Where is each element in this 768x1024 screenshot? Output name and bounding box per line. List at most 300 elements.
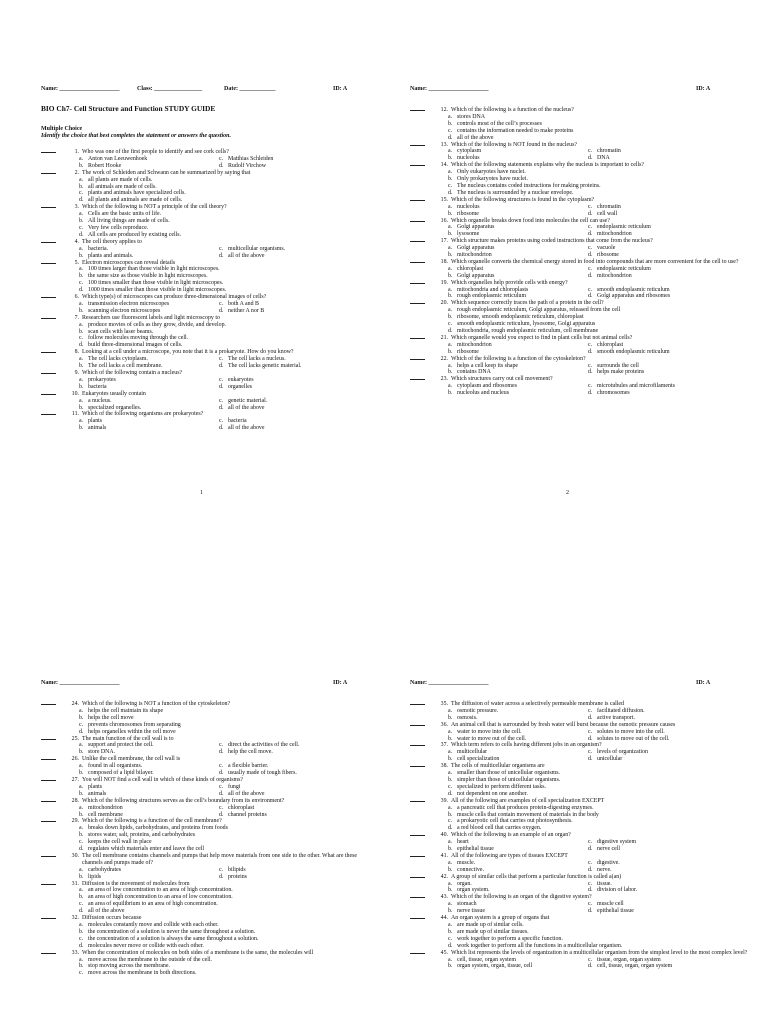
choice-text: are made up of similar tissues. (457, 928, 529, 935)
answer-choice (588, 736, 764, 743)
answer-choice (588, 266, 764, 273)
choice-text: nucleolus (457, 203, 480, 210)
answer-choice (448, 245, 588, 252)
choice-text: nucleolus (457, 155, 480, 162)
choice-letter: a. (79, 356, 84, 363)
answer-blank[interactable] (410, 165, 425, 166)
answer-blank[interactable] (41, 414, 56, 415)
choice-text: multicellular organisms. (228, 245, 286, 252)
answer-blank[interactable] (41, 821, 56, 822)
choice-text: organ system, organ, tissue, cell (457, 963, 533, 970)
question-number: 42. (440, 873, 448, 880)
question-text: When the concentration of molecules on both sides of a membrane is the same, the molecules will (82, 949, 314, 956)
answer-choice (588, 383, 764, 390)
choice-letter: a. (448, 707, 453, 714)
answer-choice (448, 252, 588, 259)
choice-letter: b. (79, 328, 84, 335)
question-text: Electron microscopes can reveal details (82, 259, 176, 266)
choice-letter: a. (79, 211, 84, 218)
answer-blank[interactable] (410, 745, 425, 746)
question-item (41, 736, 374, 757)
name-field[interactable]: Name: ____________________ (41, 680, 120, 686)
page-number: 1 (200, 490, 203, 496)
choice-letter: a. (79, 376, 84, 383)
answer-choice (79, 280, 374, 287)
answer-choice (588, 369, 764, 376)
class-field[interactable]: Class: ________________ (137, 86, 203, 92)
answer-choice (79, 398, 219, 405)
choice-text: all plants and animals are made of cells. (88, 197, 183, 204)
answer-choice (79, 356, 219, 363)
choice-text: helps make proteins (597, 369, 645, 376)
answer-choice (588, 211, 764, 218)
answer-blank[interactable] (41, 394, 56, 395)
question-text: Which structure makes proteins using coded instructions that come from the nucleus? (451, 238, 653, 245)
choice-text: support and protect the cell. (88, 742, 154, 749)
question-text: Which of the following structures is found in the cytoplasm? (451, 196, 595, 203)
answer-choices (67, 418, 374, 432)
choice-letter: a. (448, 859, 453, 866)
name-field[interactable]: Name: ____________________ (41, 86, 120, 92)
choice-text: mitochondrion (457, 252, 492, 259)
answer-blank[interactable] (410, 110, 425, 111)
answer-choice (448, 183, 764, 190)
question-number: 39. (440, 797, 448, 804)
choice-letter: d. (588, 735, 593, 742)
name-field[interactable]: Name: ____________________ (410, 680, 489, 686)
answer-choice (448, 121, 764, 128)
question-stem (436, 197, 764, 204)
question-stem (436, 798, 764, 805)
choice-letter: a. (448, 286, 453, 293)
question-item (41, 260, 374, 295)
answer-choice (219, 384, 374, 391)
question-item (410, 300, 764, 335)
answer-choice (448, 729, 588, 736)
answer-choice (79, 425, 219, 432)
question-text: Which organelle converts the chemical energy stored in food into compounds that are more convenient for the cell to use? (451, 258, 739, 265)
answer-choice (448, 922, 764, 929)
answer-blank[interactable] (410, 241, 425, 242)
answer-blank[interactable] (410, 145, 425, 146)
answer-choices (436, 805, 764, 833)
choice-text: Golgi apparatus (457, 245, 495, 252)
choice-letter: a. (448, 362, 453, 369)
choice-text: mitochondrion (597, 272, 632, 279)
question-stem (67, 915, 374, 922)
choice-letter: b. (79, 162, 84, 169)
question-item (410, 894, 764, 915)
question-number: 16. (440, 217, 448, 224)
question-text: Which of the following is an organ of the digestive system? (451, 894, 592, 901)
answer-blank[interactable] (410, 856, 425, 857)
question-number: 40. (440, 832, 448, 839)
answer-choices (436, 204, 764, 218)
answer-choice (79, 805, 219, 812)
choice-text: facilitated diffusion. (597, 707, 645, 714)
choice-text: simpler than those of unicellular organisms. (457, 776, 561, 783)
choice-text: help the cell move. (228, 749, 273, 756)
answer-choice (448, 390, 588, 397)
answer-choice (79, 322, 374, 329)
choice-text: surrounds the cell (597, 362, 639, 369)
question-number: 25. (71, 735, 79, 742)
choice-text: stores water, salt, proteins, and carbohydrates (88, 832, 196, 839)
choice-letter: a. (448, 880, 453, 887)
choice-text: chromosomes (597, 390, 630, 397)
choice-letter: d. (588, 390, 593, 397)
answer-blank[interactable] (410, 725, 425, 726)
answer-choice (79, 377, 219, 384)
answer-choice (79, 363, 219, 370)
choice-text: move across the membrane to the outside of the cell. (88, 956, 212, 963)
answer-choice (79, 266, 374, 273)
answer-choice (448, 176, 764, 183)
answer-blank[interactable] (410, 379, 425, 380)
choice-letter: a. (448, 956, 453, 963)
question-text: Which organelle would you expect to find in plant cells but not animal cells? (451, 334, 633, 341)
answer-blank[interactable] (41, 263, 56, 264)
choice-letter: a. (448, 307, 453, 314)
choice-letter: d. (79, 846, 84, 853)
name-field[interactable]: Name: ____________________ (410, 86, 489, 92)
answer-choice (219, 770, 374, 777)
question-text: Which of the following is a function of the nucleus? (451, 107, 574, 113)
mc-heading: Multiple Choice (41, 126, 83, 132)
choice-text: regulates which materials enter and leave the cell (88, 846, 204, 853)
answer-blank[interactable] (410, 801, 425, 802)
choice-text: found in all organisms. (88, 763, 143, 770)
choice-text: nerve tissue (457, 908, 485, 915)
choice-text: 100 times smaller than those visible in light microscopes. (88, 280, 224, 287)
choice-text: follow molecules moving through the cell. (88, 335, 189, 342)
answer-choice (448, 818, 764, 825)
choice-letter: d. (588, 908, 593, 915)
question-text: A group of similar cells that perform a particular function is called a(an) (451, 873, 622, 880)
answer-blank[interactable] (410, 359, 425, 360)
answer-choices (67, 398, 374, 412)
answer-blank[interactable] (41, 297, 56, 298)
question-item (41, 294, 374, 315)
choice-text: All living things are made of cells. (88, 218, 170, 225)
question-text: Eukaryotes usually contain (82, 390, 146, 397)
answer-choice (79, 825, 374, 832)
answer-choice (219, 308, 374, 315)
answer-choices (67, 211, 374, 239)
choice-letter: d. (219, 162, 224, 169)
question-stem (67, 260, 374, 267)
question-stem (436, 722, 764, 729)
choice-text: The cell lacks a cell membrane. (88, 363, 163, 370)
question-text: Which of the following is a function of the cell membrane? (82, 818, 222, 825)
answer-choices (436, 245, 764, 259)
answer-choice (448, 860, 588, 867)
question-item (41, 391, 374, 412)
answer-choice (448, 204, 588, 211)
answer-choice (79, 729, 374, 736)
choice-letter: c. (588, 341, 593, 348)
question-text: Which type(s) of microscopes can produce three-dimensional images of cells? (82, 294, 267, 301)
choice-text: are made up of similar cells. (457, 922, 524, 928)
choice-text: mitochondrion (88, 804, 123, 811)
choice-text: vacuole (597, 245, 616, 252)
answer-choices (67, 805, 374, 819)
answer-choice (79, 301, 219, 308)
page-title: BIO Ch7- Cell Structure and Function STUDY GUIDE (41, 104, 216, 113)
choice-text: the concentration of a solution is never the same throughout a solution. (88, 928, 256, 935)
choice-letter: c. (219, 783, 224, 790)
question-stem (67, 391, 374, 398)
choice-letter: a. (79, 804, 84, 811)
choice-text: The cell lacks cytoplasm. (88, 356, 148, 363)
answer-choices (436, 901, 764, 915)
answer-blank[interactable] (41, 918, 56, 919)
question-stem (67, 853, 374, 867)
question-stem (67, 777, 374, 784)
question-text: Which term refers to cells having different jobs in an organism? (451, 742, 602, 749)
question-stem (67, 950, 374, 957)
question-number: 21. (440, 334, 448, 341)
choice-text: cytoplasm and ribosomes (457, 383, 517, 390)
answer-choice (79, 846, 374, 853)
choice-letter: a. (79, 321, 84, 328)
choice-letter: a. (448, 169, 453, 176)
question-item (41, 315, 374, 350)
choice-text: keeps the cell wall in place (88, 839, 152, 846)
question-item (410, 238, 764, 259)
choice-text: water to move into the cell. (457, 728, 522, 735)
choice-text: an area of equilibrium to an area of high concentration. (88, 901, 218, 908)
answer-blank[interactable] (410, 766, 425, 767)
choice-letter: a. (79, 418, 84, 425)
choice-letter: c. (588, 901, 593, 908)
choice-text: transmission electron microscopes (88, 300, 170, 307)
choice-text: cell membrane (88, 811, 123, 818)
choice-letter: c. (588, 728, 593, 735)
choice-text: a pancreatic cell that produces protein-digesting enzymes. (457, 804, 594, 811)
choice-text: a flexible barrier. (228, 763, 269, 770)
choice-text: neither A nor B (228, 307, 265, 314)
question-number: 30. (71, 852, 79, 859)
choice-letter: b. (448, 887, 453, 894)
question-number: 28. (71, 797, 79, 804)
choice-letter: b. (79, 714, 84, 721)
question-stem (436, 894, 764, 901)
answer-choice (219, 405, 374, 412)
choice-text: helps the cell maintain its shape (88, 707, 164, 714)
choice-letter: d. (588, 756, 593, 763)
answer-blank[interactable] (41, 780, 56, 781)
answer-choice (79, 722, 374, 729)
answer-blank[interactable] (410, 200, 425, 201)
choice-letter: c. (79, 190, 84, 197)
answer-choice (448, 708, 588, 715)
answer-blank[interactable] (410, 262, 425, 263)
question-item (410, 335, 764, 356)
answer-blank[interactable] (41, 704, 56, 705)
question-item (410, 162, 764, 197)
choice-letter: a. (448, 203, 453, 210)
choice-letter: d. (219, 790, 224, 797)
question-text: Which list represents the levels of organization in a multicellular organism from the simplest level to the most complex level? (451, 949, 748, 956)
choice-letter: c. (448, 182, 453, 189)
answer-blank[interactable] (41, 207, 56, 208)
choice-letter: d. (588, 210, 593, 217)
choice-text: Only prokaryotes have nuclei. (457, 176, 528, 183)
choice-letter: c. (219, 397, 224, 404)
answer-choices (436, 363, 764, 377)
choice-text: solutes to move into the cell. (597, 728, 665, 735)
answer-choice (448, 749, 588, 756)
answer-choices (436, 729, 764, 743)
choice-letter: b. (79, 218, 84, 225)
choice-letter: b. (448, 348, 453, 355)
choice-letter: a. (448, 383, 453, 390)
answer-choices (436, 708, 764, 722)
answer-blank[interactable] (41, 801, 56, 802)
question-item (41, 149, 374, 170)
question-item (410, 376, 764, 397)
answer-choice (448, 273, 588, 280)
answer-blank[interactable] (41, 953, 56, 954)
answer-blank[interactable] (410, 283, 425, 284)
question-number: 38. (440, 763, 448, 770)
choice-letter: b. (79, 383, 84, 390)
answer-blank[interactable] (410, 897, 425, 898)
answer-choice (79, 929, 374, 936)
answer-blank[interactable] (41, 884, 56, 885)
answer-blank[interactable] (41, 739, 56, 740)
answer-blank[interactable] (41, 352, 56, 353)
answer-choice (219, 301, 374, 308)
question-item (410, 107, 764, 142)
answer-blank[interactable] (410, 704, 425, 705)
choice-letter: b. (79, 894, 84, 901)
choice-letter: c. (79, 935, 84, 942)
choice-letter: b. (448, 735, 453, 742)
question-text: The cells of multicellular organisms are (451, 763, 545, 770)
choice-letter: d. (588, 272, 593, 279)
choice-text: plants (88, 418, 103, 425)
choice-letter: d. (79, 197, 84, 204)
question-item (41, 798, 374, 819)
answer-choice (588, 887, 764, 894)
choice-letter: d. (448, 942, 453, 949)
choice-letter: b. (79, 873, 84, 880)
choice-letter: b. (448, 120, 453, 127)
answer-blank[interactable] (410, 953, 425, 954)
question-text: The work of Schleiden and Schwann can be summarized by saying that (82, 169, 251, 176)
answer-blank[interactable] (410, 877, 425, 878)
choice-text: osmosis. (457, 714, 478, 721)
question-item (41, 853, 374, 881)
answer-blank[interactable] (41, 173, 56, 174)
question-stem (67, 701, 374, 708)
answer-choice (448, 114, 764, 121)
question-number: 41. (440, 852, 448, 859)
answer-blank[interactable] (41, 242, 56, 243)
question-stem (67, 239, 374, 246)
choice-text: work together to perform all the functions in a multicellular organism. (457, 942, 623, 949)
answer-choice (79, 742, 219, 749)
choice-text: organ. (457, 880, 472, 887)
choice-text: The nucleus contains coded instructions for making proteins. (457, 182, 601, 189)
answer-blank[interactable] (41, 373, 56, 374)
question-stem (67, 315, 374, 322)
answer-choice (79, 308, 219, 315)
answer-choice (448, 148, 588, 155)
question-item (410, 832, 764, 853)
answer-blank[interactable] (410, 835, 425, 836)
answer-choice (79, 715, 374, 722)
choice-text: proteins (228, 873, 247, 880)
answer-blank[interactable] (410, 918, 425, 919)
choice-text: specialized to perform different tasks. (457, 783, 547, 790)
choice-text: levels of organization (597, 749, 648, 756)
answer-blank[interactable] (41, 152, 56, 153)
answer-choice (588, 287, 764, 294)
question-number: 8. (74, 349, 79, 356)
answer-blank[interactable] (41, 318, 56, 319)
question-stem (67, 798, 374, 805)
student-header (410, 86, 764, 94)
choice-letter: b. (448, 210, 453, 217)
choice-letter: b. (448, 176, 453, 183)
answer-choice (79, 163, 219, 170)
question-text: You will NOT find a cell wall in which of these kinds of organisms? (82, 776, 243, 783)
choice-text: heart (457, 839, 469, 846)
choice-text: connective. (457, 866, 484, 873)
question-text: Diffusion is the movement of molecules from (82, 880, 190, 887)
question-number: 31. (71, 880, 79, 887)
choice-letter: a. (448, 265, 453, 272)
question-stem (67, 411, 374, 418)
answer-blank[interactable] (41, 759, 56, 760)
choice-text: cell wall (597, 210, 618, 217)
answer-blank[interactable] (410, 221, 425, 222)
choice-letter: c. (448, 783, 453, 790)
answer-blank[interactable] (41, 856, 56, 857)
question-text: Which of the following is NOT a principle of the cell theory? (82, 204, 227, 211)
choice-text: bilipids (228, 866, 246, 873)
answer-choice (588, 867, 764, 874)
answer-choice (79, 963, 374, 970)
answer-blank[interactable] (410, 338, 425, 339)
date-field[interactable]: Date: ____________ (224, 86, 276, 92)
answer-choice (79, 832, 374, 839)
id-label: ID: A (333, 680, 348, 686)
answer-blank[interactable] (410, 303, 425, 304)
question-text: The cell theory applies to (82, 238, 142, 245)
choice-letter: c. (588, 859, 593, 866)
choice-text: mitochondrion (457, 341, 492, 348)
answer-choice (588, 839, 764, 846)
choice-letter: a. (79, 742, 84, 749)
answer-choice (79, 253, 219, 260)
choice-text: cytoplasm (457, 148, 482, 155)
answer-choices (67, 708, 374, 736)
choice-text: all of the above (88, 908, 125, 915)
answer-choices (67, 784, 374, 798)
choice-text: usually made of tough fibers. (228, 770, 297, 777)
choice-letter: d. (588, 714, 593, 721)
choice-letter: c. (588, 362, 593, 369)
choice-text: the same size as those visible in light microscopes. (88, 273, 208, 280)
choice-letter: b. (448, 866, 453, 873)
choice-letter: c. (219, 804, 224, 811)
answer-choices (67, 887, 374, 915)
question-number: 36. (440, 721, 448, 728)
